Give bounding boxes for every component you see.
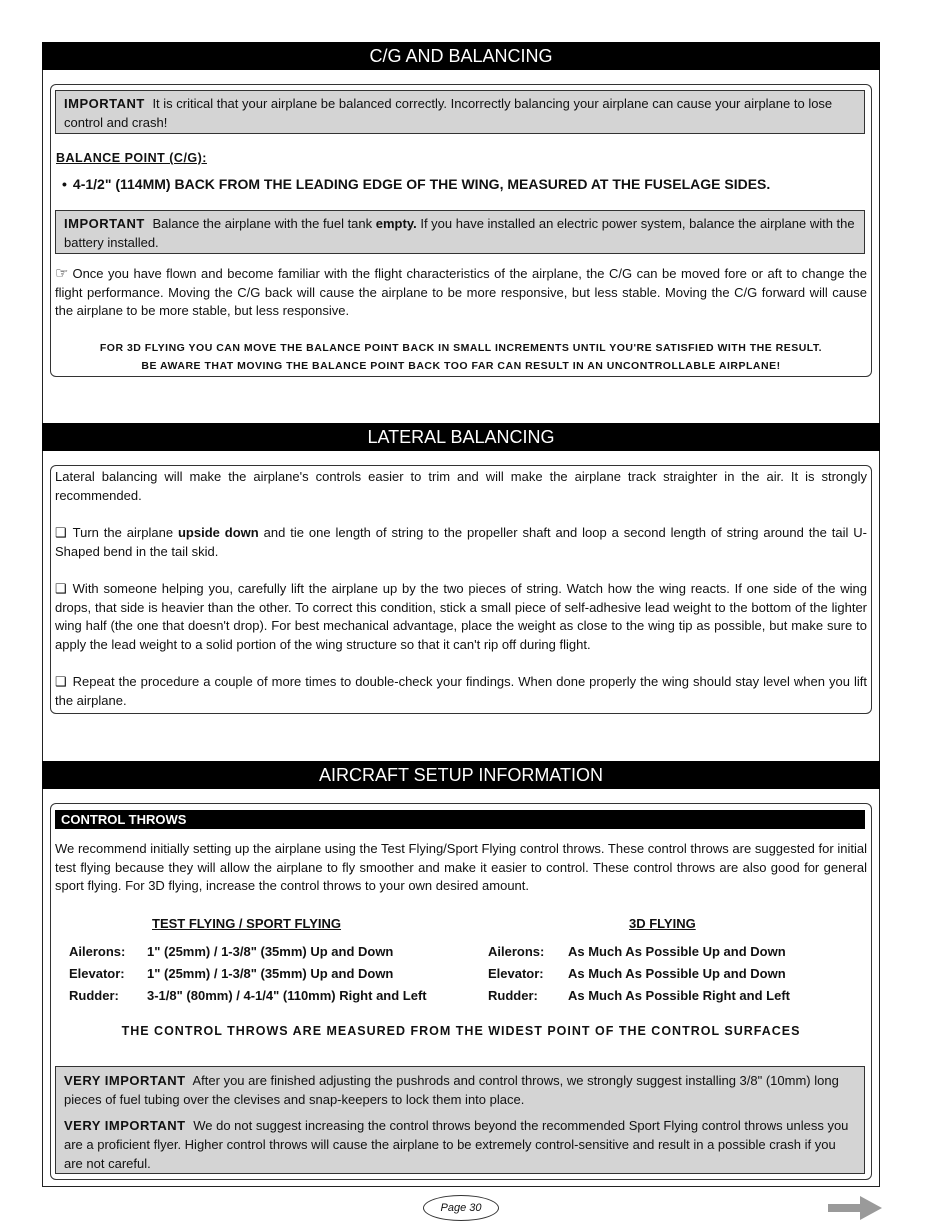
balance-point-bullet [62,176,770,192]
sport-row-elevator-label: Elevator: [69,966,125,981]
3d-row-rudder-label: Rudder: [488,988,538,1003]
cg-warning-line-1: FOR 3D FLYING YOU CAN MOVE THE BALANCE POINT BACK IN SMALL INCREMENTS UNTIL YOU'RE SATISFIED WITH THE RESULT. [99,342,823,354]
very-important-text-1: After you are finished adjusting the pushrods and control throws, we strongly suggest installing 3/8" (10mm) long pieces of fuel tubing over the clevises and snap-keepers to lock them into place. [64,1073,839,1107]
control-throws-measure-note: THE CONTROL THROWS ARE MEASURED FROM THE WIDEST POINT OF THE CONTROL SURFACES [121,1024,801,1038]
cg-warning-line-2: BE AWARE THAT MOVING THE BALANCE POINT BACK TOO FAR CAN RESULT IN AN UNCONTROLLABLE AIRPLANE! [141,360,781,372]
sport-row-elevator-value: 1" (25mm) / 1-3/8" (35mm) Up and Down [147,966,394,981]
3d-row-rudder-value: As Much As Possible Right and Left [568,988,790,1003]
3d-row-elevator-value: As Much As Possible Up and Down [568,966,786,981]
checkbox-icon[interactable]: ❑ [55,674,67,689]
bullet-icon: • [62,176,67,192]
3d-row-elevator-label: Elevator: [488,966,544,981]
cg-section-title: C/G AND BALANCING [42,42,880,70]
cg-important-note-2 [55,210,865,254]
sport-row-rudder-label: Rudder: [69,988,119,1003]
cg-note-paragraph [55,265,867,321]
setup-section-title: AIRCRAFT SETUP INFORMATION [42,761,880,789]
sport-row-ailerons-label: Ailerons: [69,944,126,959]
important-text-2-bold: empty. [375,216,417,231]
important-text: It is critical that your airplane be balanced correctly. Incorrectly balancing your airplane can cause your airplane to lose control and crash! [64,96,833,130]
sport-row-rudder-value: 3-1/8" (80mm) / 4-1/4" (110mm) Right and Left [147,988,427,1003]
balance-point-value: 4-1/2" (114MM) BACK FROM THE LEADING EDGE OF THE WING, MEASURED AT THE FUSELAGE SIDES. [72,176,771,192]
important-text-2a: Balance the airplane with the fuel tank [152,216,373,231]
step-3-text: Repeat the procedure a couple of more times to double-check your findings. When done properly the wing should stay level when you lift the airplane. [55,674,867,708]
step-1-text-b: and tie one length of string to the propeller shaft and loop a second length of string around the tail U-Shaped bend in the tail skid. [55,525,867,559]
cg-important-note [55,90,865,134]
lateral-step-2 [55,580,867,654]
lateral-step-1 [55,524,867,561]
next-page-arrow-icon[interactable] [828,1196,882,1220]
step-1-bold: upside down [177,525,259,540]
very-important-note-1 [64,1071,856,1109]
3d-row-ailerons-value: As Much As Possible Up and Down [568,944,786,959]
very-important-notes [55,1066,865,1174]
cg-note-text: Once you have flown and become familiar with the flight characteristics of the airplane, the C/G can be moved fore or aft to change the flight performance. Moving the C/G back will cause the airplane to be more responsive, but less stable. Moving the C/G forward will cause the airplane to be more stable, but less responsive. [55,266,867,319]
lateral-intro: Lateral balancing will make the airplane's controls easier to trim and will make the airplane track straighter in the air. It is strongly recommended. [55,469,867,503]
lateral-step-3 [55,673,867,710]
very-important-text-2: We do not suggest increasing the control throws beyond the recommended Sport Flying control throws unless you are a proficient flyer. Higher control throws will cause the airplane to be extremely control-sensitive and result in a possible crash if you are not careful. [64,1118,849,1171]
balance-point-heading: BALANCE POINT (C/G): [56,151,207,165]
3d-flying-heading: 3D FLYING [629,916,696,931]
step-1-text-a: Turn the airplane [72,525,174,540]
important-text-2b: If you have installed an electric power system, balance the airplane with the battery installed. [64,216,855,250]
very-important-note-2 [64,1116,856,1173]
control-throws-intro: We recommend initially setting up the airplane using the Test Flying/Sport Flying control throws. These control throws are suggested for initial test flying because they will allow the airplane to fly smoother and make it easier to control. These control throws are also good for general sport flying. For 3D flying, increase the control throws to your own desired amount. [55,841,867,894]
very-important-label-2: VERY IMPORTANT [64,1118,186,1133]
important-label-2: IMPORTANT [64,216,145,231]
important-label: IMPORTANT [64,96,145,111]
sport-flying-heading: TEST FLYING / SPORT FLYING [152,916,342,931]
3d-row-ailerons-label: Ailerons: [488,944,545,959]
sport-row-ailerons-value: 1" (25mm) / 1-3/8" (35mm) Up and Down [147,944,394,959]
checkbox-icon[interactable]: ❑ [55,581,67,596]
very-important-label-1: VERY IMPORTANT [64,1073,186,1088]
control-throws-heading: CONTROL THROWS [55,810,865,829]
step-2-text: With someone helping you, carefully lift the airplane up by the two pieces of string. Watch how the wing reacts. If one side of the wing drops, that side is heavier than the other. To correct this condition, stick a small piece of self-adhesive lead weight to the bottom of the lighter wing half (the one that doesn't drop). For best mechanical advantage, place the weight as close to the wing tip as possible, but make sure to apply the lead weight to a solid portion of the wing structure so that it can't rip off during flight. [55,581,867,652]
pointing-hand-icon: ☞ [55,265,69,282]
page-number: Page 30 [423,1195,499,1221]
checkbox-icon[interactable]: ❑ [55,525,67,540]
lateral-section-title: LATERAL BALANCING [42,423,880,451]
